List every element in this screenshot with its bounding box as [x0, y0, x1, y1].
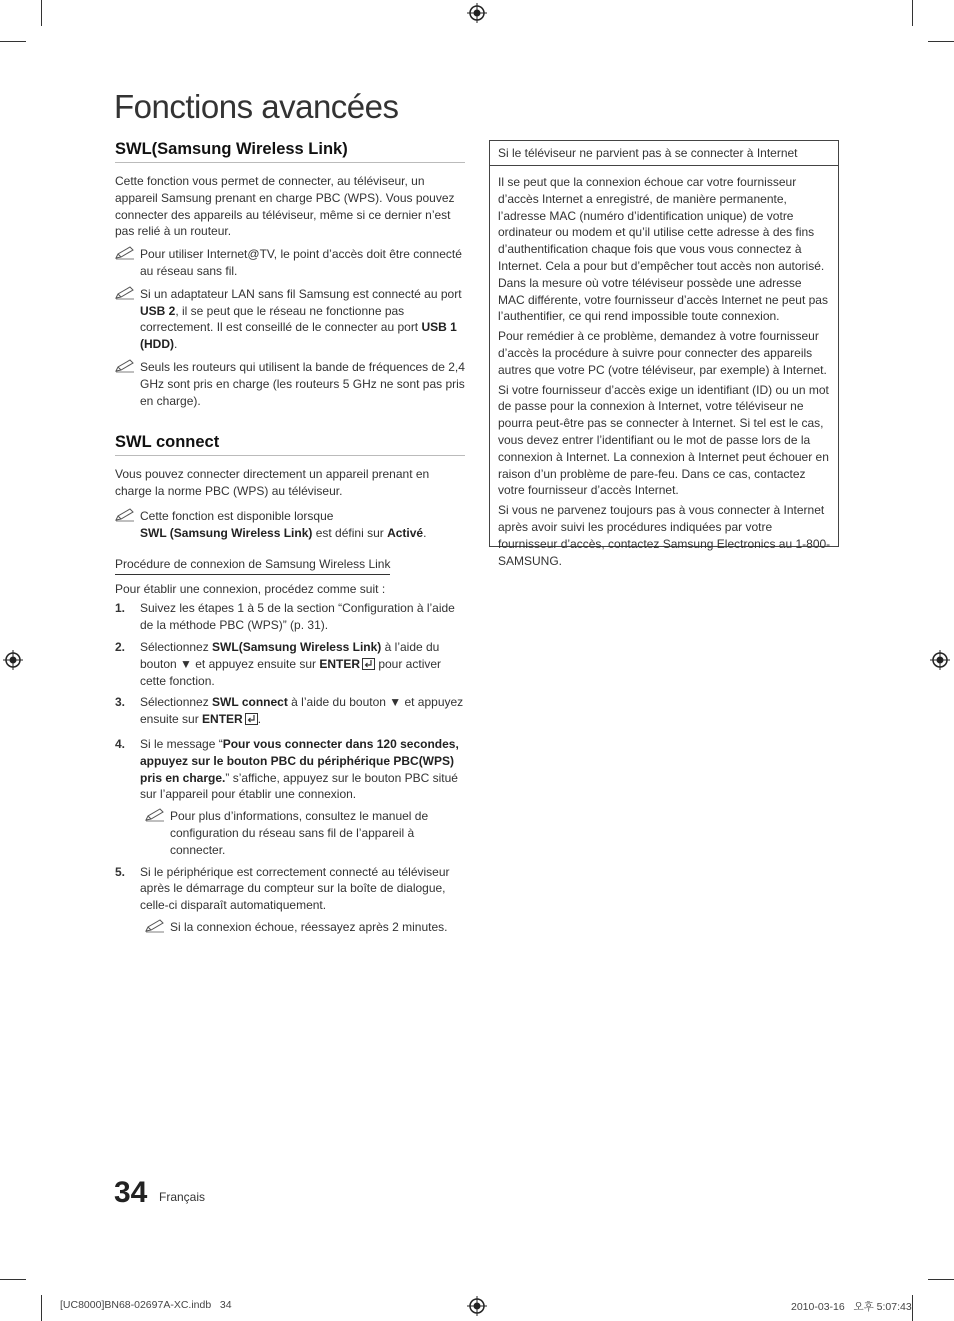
note-text: , il se peut que le réseau ne fonctionne pas correctement. Il est conseillé de le connecter au port: [140, 303, 422, 335]
step-text: Si le message “: [140, 736, 223, 751]
print-slug-timestamp: 2010-03-16 오후 5:07:43: [791, 1301, 912, 1313]
registration-mark-icon: [3, 650, 23, 670]
step-number: 1.: [115, 601, 126, 616]
box-paragraph: Si vous ne parvenez toujours pas à vous connecter à Internet après avoir suivi les procédures indiquées par votre fournisseur d’accès, contactez Samsung Electronics au 1-800-SAMSUNG.: [498, 503, 831, 568]
list-item: [115, 694, 465, 728]
note: [115, 246, 465, 280]
crop-mark: [912, 0, 913, 26]
step-text: pour activer cette fonction.: [140, 656, 442, 688]
step-text: Sélectionnez: [140, 695, 213, 710]
swl-intro: Cette fonction vous permet de connecter, au téléviseur, un appareil Samsung prenant en charge PBC (WPS). Vous pouvez connecter des appareils au téléviseur, même si ce dernier n’est pas relié à un routeur.: [115, 174, 455, 239]
registration-mark-icon: [930, 650, 950, 670]
step-bold: ENTER: [202, 712, 243, 727]
note: [115, 286, 465, 353]
procedure-steps: [115, 600, 465, 935]
page-language: Français: [159, 1190, 206, 1204]
list-item: [115, 600, 465, 634]
note: [115, 508, 465, 542]
pencil-icon: [115, 246, 135, 260]
step-number: 2.: [115, 639, 126, 654]
note-text: Si un adaptateur LAN sans fil Samsung est connecté au port: [140, 286, 462, 301]
note-bold: USB 2: [140, 303, 176, 318]
step-text: Suivez les étapes 1 à 5 de la section “Configuration à l’aide de la méthode PBC (WPS)” (p. 31).: [140, 601, 455, 633]
page-title: Fonctions avancées: [114, 88, 399, 125]
crop-mark: [928, 41, 954, 42]
crop-mark: [41, 0, 42, 26]
pencil-icon: [115, 359, 135, 373]
step-number: 3.: [115, 695, 126, 710]
step-bold: ENTER: [319, 656, 360, 671]
crop-mark: [41, 1295, 42, 1321]
section-heading-swl-connect: SWL connect: [115, 433, 465, 456]
list-item: [115, 639, 465, 689]
pencil-icon: [115, 286, 135, 300]
enter-icon: [362, 658, 375, 670]
step-text: à l’aide du bouton ▼ et appuyez ensuite sur: [140, 639, 440, 671]
step-bold: Pour vous connecter dans 120 secondes, appuyez sur le bouton PBC du périphérique PBC(WPS) pris en charge.: [140, 736, 459, 785]
crop-mark: [0, 1279, 26, 1280]
note: [115, 359, 465, 409]
page-number: 34: [114, 1176, 148, 1209]
section-heading-swl: SWL(Samsung Wireless Link): [115, 140, 465, 163]
note-bold: SWL (Samsung Wireless Link): [140, 525, 313, 540]
procedure-title: Procédure de connexion de Samsung Wireless Link: [115, 556, 390, 575]
note: [145, 808, 465, 858]
step-text: Sélectionnez: [140, 639, 213, 654]
box-paragraph: Il se peut que la connexion échoue car votre fournisseur d’accès Internet a enregistré, de manière permanente, l’adresse MAC (numéro d’identification unique) de votre ordinateur ou modem et qu’il utilise cette adresse à des fins d’authentification chaque fois que vous vous connectez à Internet. Cela a pour but d’empêcher tout accès non autorisé. Dans la mesure où votre téléviseur possède une adresse MAC différente, votre fournisseur d’accès Internet ne peut pas l’authentifier, ce qui rend impossible toute connexion.: [498, 175, 828, 324]
registration-mark-icon: [467, 3, 487, 23]
pencil-icon: [115, 508, 135, 522]
internet-troubleshooting-box: [489, 140, 839, 568]
box-paragraph: Si votre fournisseur d’accès exige un identifiant (ID) ou un mot de passe pour la connexion à Internet, votre téléviseur ne pourra peut-être pas se connecter à Internet. Si tel est le cas, vous devez entrer l’identifiant ou le mot de passe lors de la connexion à Internet. La connexion à Internet peut échouer en raison d’un problème de pare-feu. Dans ce cas, contactez votre fournisseur d’accès Internet.: [498, 382, 829, 498]
enter-icon: [245, 713, 258, 725]
note-text: Pour utiliser Internet@TV, le point d’accès doit être connecté au réseau sans fil.: [140, 247, 462, 278]
list-item: [115, 864, 465, 936]
crop-mark: [928, 1279, 954, 1280]
note-bold: USB 1 (HDD): [140, 320, 457, 352]
note-text: Si la connexion échoue, réessayez après 2 minutes.: [170, 919, 448, 934]
left-column: [115, 140, 465, 936]
box-title: Si le téléviseur ne parvient pas à se connecter à Internet: [490, 145, 838, 166]
print-slug-file: [UC8000]BN68-02697A-XC.indb 34: [60, 1299, 232, 1311]
list-item: [115, 736, 465, 859]
crop-mark: [912, 1295, 913, 1321]
step-number: 4.: [115, 736, 126, 751]
step-number: 5.: [115, 864, 126, 879]
crop-mark: [0, 41, 26, 42]
step-bold: SWL connect: [212, 695, 288, 710]
note-text: est défini sur: [312, 525, 388, 540]
step-text: ” s’affiche, appuyez sur le bouton PBC situé sur l’appareil pour établir une connexion.: [140, 770, 458, 802]
step-text: Si le périphérique est correctement connecté au téléviseur après le démarrage du compteur sur la boîte de dialogue, celle-ci disparaît automatiquement.: [140, 864, 450, 913]
step-bold: SWL(Samsung Wireless Link): [212, 639, 382, 654]
swl-connect-intro: Vous pouvez connecter directement un appareil prenant en charge la norme PBC (WPS) au téléviseur.: [115, 467, 430, 499]
pencil-icon: [145, 808, 165, 822]
registration-mark-icon: [467, 1296, 487, 1316]
note-text: Seuls les routeurs qui utilisent la bande de fréquences de 2,4 GHz sont pris en charge (les routeurs 5 GHz ne sont pas pris en charge).: [140, 359, 465, 408]
step-text: à l’aide du bouton ▼ et appuyez ensuite sur: [140, 695, 464, 727]
note-text: .: [174, 337, 178, 352]
pencil-icon: [145, 919, 165, 933]
note-text: .: [423, 525, 427, 540]
step-text: .: [257, 712, 262, 727]
procedure-intro: Pour établir une connexion, procédez comme suit :: [115, 581, 386, 596]
note-text: Pour plus d’informations, consultez le manuel de configuration du réseau sans fil de l’appareil à connecter.: [170, 809, 429, 857]
note: [145, 919, 465, 936]
note-bold: Activé: [387, 525, 424, 540]
note-text: Cette fonction est disponible lorsque: [140, 508, 334, 523]
box-paragraph: Pour remédier à ce problème, demandez à votre fournisseur d’accès la procédure à suivre pour connecter des appareils autres que votre PC (votre téléviseur, par exemple) à Internet.: [498, 329, 827, 377]
